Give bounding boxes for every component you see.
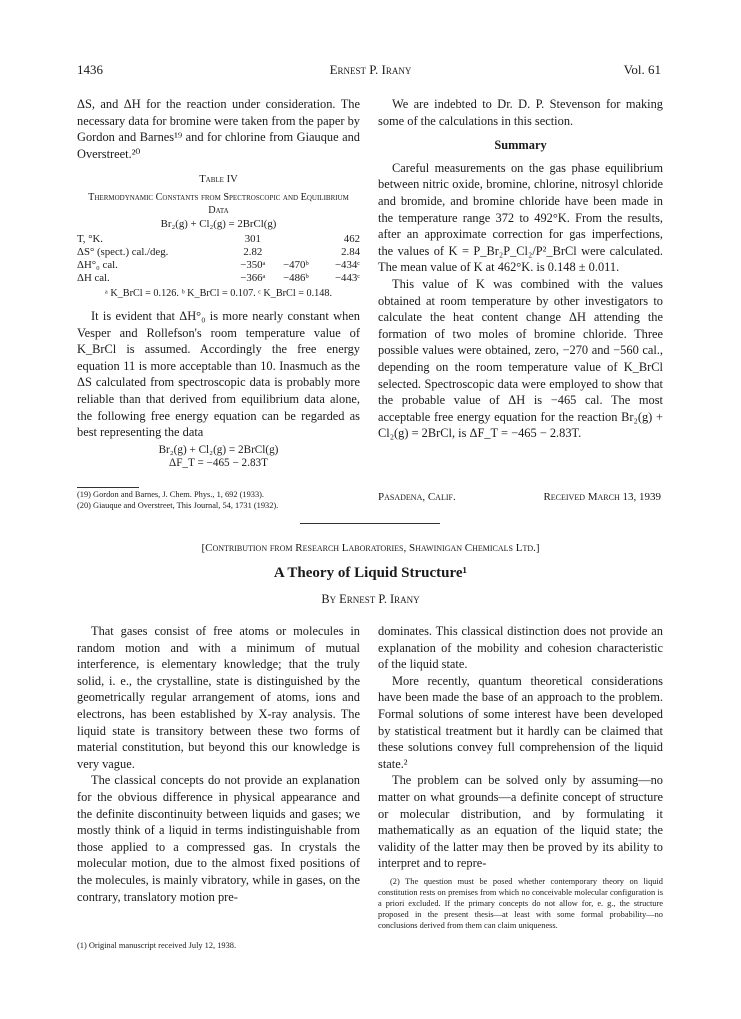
table-note: ᵃ K_BrCl = 0.126. ᵇ K_BrCl = 0.107. ᶜ K_BrCl = 0.148.	[105, 287, 332, 299]
footnote-20: (20) Giauque and Overstreet, This Journal, 54, 1731 (1932).	[77, 501, 279, 510]
free-energy-equation-reaction: Br₂(g) + Cl₂(g) = 2BrCl(g)	[158, 443, 279, 456]
table-row	[77, 233, 360, 246]
value-col-1: −366ᵃ	[240, 271, 266, 284]
value-col-3: −434ᶜ	[334, 258, 360, 271]
value-col-3: −443ᶜ	[334, 271, 360, 284]
left-bottom-column	[77, 623, 360, 905]
footnote-2: (2) The question must be posed whether contemporary theory on liquid constitution rests on premises from which no conceivable molecular configuration is a priori excluded. If the primary concepts do not allow for, e. g., the structure proposed in the present thesis—at least with some formal probability—no conclusions derived from them can claim uniqueness.	[378, 876, 663, 930]
body-paragraph-3: dominates. This classical distinction does not provide an explanation of the mobility and cohesion characteristic of the liquid state.	[378, 624, 663, 672]
body-paragraph-5: The problem can be solved only by assuming—no matter on what grounds—a definite concept of structure or molecular distribution, and by formulating it mathematically as an equation of the liquid state; the validity of the latter may then be proved by its ability to interpret and to repre-	[378, 773, 663, 871]
table-label: Table IV	[199, 174, 238, 186]
summary-heading: Summary	[494, 138, 547, 153]
acknowledgment: We are indebted to Dr. D. P. Stevenson for making some of the calculations in this section.	[378, 97, 663, 128]
left-top-footnotes	[77, 489, 360, 511]
table-row	[77, 246, 360, 259]
volume-label: Vol. 61	[623, 62, 661, 77]
row-name: T, °K.	[77, 232, 104, 245]
table-row	[77, 272, 360, 285]
value-col-2	[274, 233, 317, 246]
place-label: Pasadena, Calif.	[378, 491, 456, 503]
footnote-19: (19) Gordon and Barnes, J. Chem. Phys., 1, 692 (1933).	[77, 490, 265, 499]
value-col-1: 301	[244, 232, 261, 245]
intro-paragraph: ΔS, and ΔH for the reaction under consideration. The necessary data for bromine were taken from the paper by Gordon and Barnes¹⁹ and for chlorine from Giauque and Overstreet.²⁰	[77, 97, 360, 161]
left-top-column	[77, 96, 360, 470]
table-title: Thermodynamic Constants from Spectroscopic and Equilibrium Data	[88, 191, 349, 216]
row-name: ΔH cal.	[77, 271, 110, 284]
received-date: Received March 13, 1939	[543, 491, 661, 503]
constants-table	[77, 233, 360, 285]
body-paragraph-4: More recently, quantum theoretical considerations have been made the base of an approach to the problem. Formal solutions of some interest have been developed by statistical treatment but it hardly can be claimed that these solutions convey full comprehension of the liquid state.²	[378, 673, 663, 771]
footnote-rule	[77, 487, 139, 488]
value-col-1: −350ᵃ	[240, 258, 266, 271]
table-row	[77, 259, 360, 272]
article-title: A Theory of Liquid Structure¹	[273, 565, 468, 581]
body-paragraph-1: That gases consist of free atoms or molecules in random motion and with a minimum of mutual interference, is elementary knowledge; that the truly solid, i. e., the crystalline, state is distinguished by the geometrically regular arrangement of atoms, ions and electrons, has been established by X-ray analysis. The liquid state is transitory between these two forms of material constitution, but beyond this our knowledge is very vague.	[77, 624, 360, 771]
row-name: ΔH°₀ cal.	[77, 258, 118, 271]
page-number: 1436	[77, 62, 103, 77]
row-name: ΔS° (spect.) cal./deg.	[77, 245, 169, 258]
value-col-3: 2.84	[341, 245, 360, 258]
right-bottom-column	[378, 623, 663, 931]
section-divider	[300, 523, 440, 524]
value-col-2	[274, 246, 317, 259]
summary-paragraph-2: This value of K was combined with the values obtained at room temperature by other investigators to calculate the heat content change ΔH attending the formation of two moles of bromine chloride. Three possible values were obtained, zero, −270 and −560 cal., depending on the room temperature value of K_BrCl selected. Spectroscopic data were employed to show that the probable value of ΔH is −465 cal. The most acceptable free energy equation for the reaction Br₂(g) + Cl₂(g) = 2BrCl, is ΔF_T = −465 − 2.83T.	[378, 276, 663, 441]
free-energy-equation: ΔF_T = −465 − 2.83T	[169, 456, 268, 469]
summary-paragraph-1: Careful measurements on the gas phase equilibrium between nitric oxide, bromine, chlorine, nitrosyl chloride and bromide, and bromine chloride have been made in the temperature range 372 to 492°K. From the results, after an approximate correction for gas imperfections, the values of K = P_Br₂P_Cl₂/P²_BrCl were calculated. The mean value of K at 462°K. is 0.148 ± 0.011.	[378, 160, 663, 275]
running-title: Ernest P. Irany	[329, 62, 412, 77]
value-col-2: −486ᵇ	[283, 271, 309, 284]
footnote-1: (1) Original manuscript received July 12, 1938.	[77, 941, 237, 950]
body-paragraph-2: The classical concepts do not provide an explanation for the obvious difference in physical appearance and the definite discontinuity between liquids and gases; we mostly think of a liquid in terms indistinguishable from those applied to a compressed gas. In crystals the molecular motion, due to the almost fixed positions of the molecules, is mainly vibratory, while in gases, on the contrary, translatory motion pre-	[77, 773, 360, 904]
contribution-line: [Contribution from Research Laboratories, Shawinigan Chemicals Ltd.]	[201, 542, 540, 554]
byline: By Ernest P. Irany	[321, 592, 420, 606]
right-top-column	[378, 96, 663, 442]
value-col-3: 462	[343, 232, 360, 245]
table-reaction: Br₂(g) + Cl₂(g) = 2BrCl(g)	[160, 217, 277, 230]
value-col-1: 2.82	[243, 245, 263, 258]
value-col-2: −470ᵇ	[283, 258, 309, 271]
analysis-paragraph: It is evident that ΔH°₀ is more nearly constant when Vesper and Rollefson's room temperature value of K_BrCl is assumed. Accordingly the free energy equation 11 is more acceptable than 10. Inasmuch as the ΔS calculated from spectroscopic data is probably more reliable than that derived from equilibrium data alone, the following free energy equation can be regarded as best representing the data	[77, 308, 360, 440]
